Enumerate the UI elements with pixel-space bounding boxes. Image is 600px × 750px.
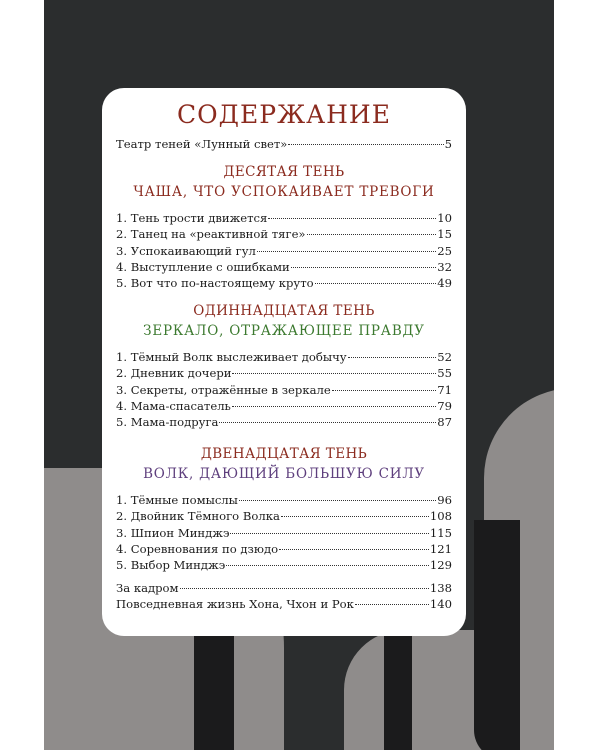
toc-entry-page: 96 bbox=[437, 493, 452, 508]
dot-leader bbox=[232, 363, 436, 374]
toc-entry-page: 15 bbox=[437, 227, 452, 242]
toc-entry-label: 3. Успокаивающий гул bbox=[116, 243, 256, 258]
toc-entry-label: 4. Выступление с ошибками bbox=[116, 259, 290, 274]
shadow-leg-right bbox=[474, 520, 520, 750]
toc-entry-label: 4. Соревнования по дзюдо bbox=[116, 541, 279, 556]
part-subtitle-10: ЧАША, ЧТО УСПОКАИВАЕТ ТРЕВОГИ bbox=[133, 184, 435, 201]
toc-entry-label: Повседневная жизнь Хона, Чхон и Рок bbox=[116, 597, 354, 612]
toc-entry-label: Театр теней «Лунный свет» bbox=[116, 137, 288, 151]
part-subtitle-11: ЗЕРКАЛО, ОТРАЖАЮЩЕЕ ПРАВДУ bbox=[143, 323, 425, 340]
part-heading-10: ДЕСЯТАЯ ТЕНЬ bbox=[223, 164, 345, 181]
toc-entry-outro[interactable] bbox=[116, 596, 452, 612]
toc-entry[interactable] bbox=[116, 275, 452, 291]
toc-entry-page: 25 bbox=[437, 243, 452, 258]
dot-leader bbox=[279, 539, 429, 550]
toc-entry-page: 71 bbox=[437, 382, 452, 397]
dot-leader bbox=[232, 396, 436, 407]
toc-entry-label: 3. Шпион Минджэ bbox=[116, 525, 230, 540]
toc-entry-label: 4. Мама-спасатель bbox=[116, 398, 231, 413]
contents-card bbox=[102, 88, 466, 636]
part-subtitle-12: ВОЛК, ДАЮЩИЙ БОЛЬШУЮ СИЛУ bbox=[143, 466, 425, 483]
dot-leader bbox=[281, 506, 429, 517]
toc-entry-page: 138 bbox=[429, 581, 452, 596]
toc-entry-page: 10 bbox=[437, 211, 452, 226]
toc-entry-label: 3. Секреты, отражённые в зеркале bbox=[116, 382, 331, 397]
toc-entry-label: 5. Вот что по-настоящему круто bbox=[116, 276, 314, 291]
dot-leader bbox=[219, 412, 436, 423]
toc-entry-page: 49 bbox=[437, 276, 452, 291]
dot-leader bbox=[180, 578, 429, 589]
toc-entry-page: 108 bbox=[429, 509, 452, 524]
toc-entry-label: 5. Выбор Минджэ bbox=[116, 558, 226, 573]
dot-leader bbox=[291, 257, 437, 268]
toc-entry-page: 121 bbox=[429, 541, 452, 556]
toc-entry-label: 1. Тень трости движется bbox=[116, 211, 268, 226]
toc-entry-label: За кадром bbox=[116, 581, 179, 596]
dot-leader bbox=[239, 490, 436, 501]
toc-entry-label: 5. Мама-подруга bbox=[116, 415, 219, 430]
toc-entry-page: 52 bbox=[437, 350, 452, 365]
dot-leader bbox=[257, 241, 436, 252]
toc-entry-page: 5 bbox=[444, 137, 452, 151]
toc-entry[interactable] bbox=[116, 414, 452, 430]
part-heading-12: ДВЕНАДЦАТАЯ ТЕНЬ bbox=[200, 446, 368, 463]
toc-entry-label: 1. Тёмный Волк выслеживает добычу bbox=[116, 350, 347, 365]
dot-leader bbox=[268, 208, 436, 219]
dot-leader bbox=[288, 134, 443, 145]
dot-leader bbox=[307, 224, 437, 235]
dot-leader bbox=[348, 347, 437, 358]
toc-entry-page: 55 bbox=[437, 366, 452, 381]
toc-entry-page: 79 bbox=[437, 398, 452, 413]
toc-entry-intro[interactable] bbox=[116, 136, 452, 152]
toc-entry-page: 115 bbox=[429, 525, 452, 540]
toc-entry-page: 87 bbox=[437, 415, 452, 430]
dot-leader bbox=[355, 594, 429, 605]
dot-leader bbox=[226, 555, 429, 566]
toc-entry-label: 2. Дневник дочери bbox=[116, 366, 232, 381]
toc-entry[interactable] bbox=[116, 557, 452, 573]
dot-leader bbox=[332, 380, 437, 391]
toc-entry-page: 129 bbox=[429, 558, 452, 573]
toc-entry-page: 32 bbox=[437, 259, 452, 274]
contents-title: СОДЕРЖАНИЕ bbox=[177, 100, 391, 129]
dot-leader bbox=[315, 273, 437, 284]
toc-entry-label: 1. Тёмные помыслы bbox=[116, 493, 238, 508]
toc-entry-label: 2. Двойник Тёмного Волка bbox=[116, 509, 280, 524]
toc-entry-page: 140 bbox=[429, 597, 452, 612]
grey-silhouette-bottom bbox=[344, 630, 554, 750]
toc-entry-label: 2. Танец на «реактивной тяге» bbox=[116, 227, 306, 242]
part-heading-11: ОДИННАДЦАТАЯ ТЕНЬ bbox=[193, 303, 375, 320]
dot-leader bbox=[230, 523, 428, 534]
